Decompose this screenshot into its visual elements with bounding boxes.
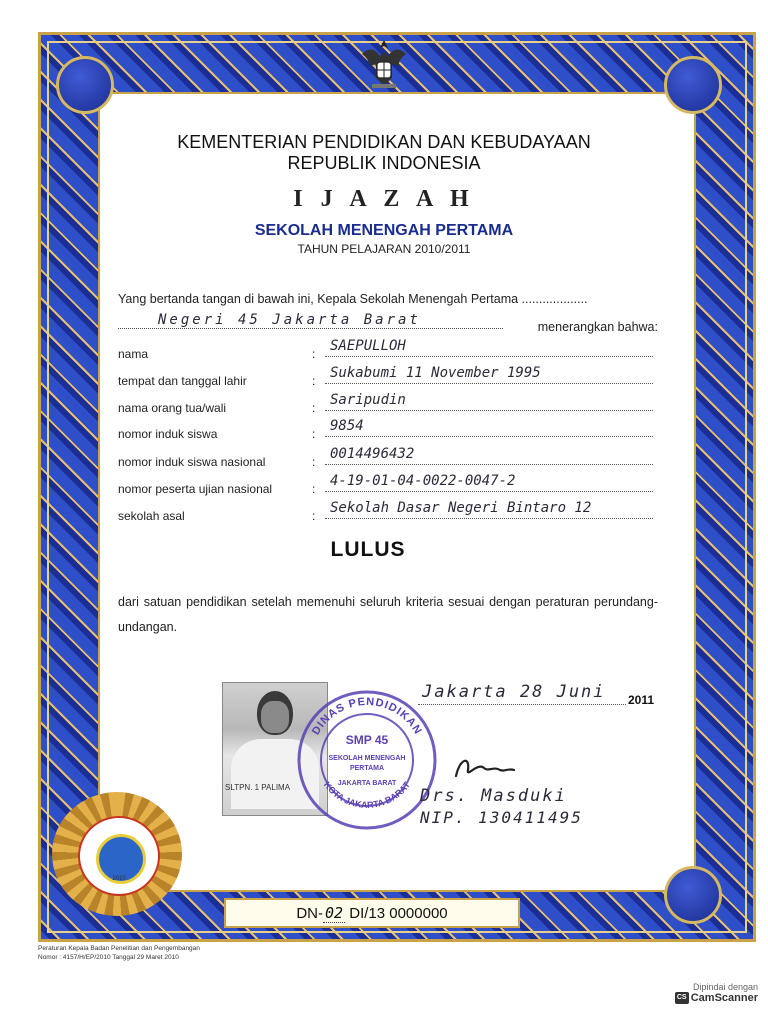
photo-stamp-text: SLTPN. 1 PALIMA <box>225 783 291 792</box>
corner-ornament-top-left <box>56 56 114 114</box>
dotted-line <box>325 436 653 437</box>
headmaster-signature <box>448 748 528 788</box>
field-label: nomor induk siswa nasional <box>118 455 266 469</box>
field-value: Sukabumi 11 November 1995 <box>330 365 541 381</box>
dotted-line <box>325 356 653 357</box>
stamp-outer-top: DINAS PENDIDIKAN <box>309 695 425 738</box>
serial-suffix: DI/13 0000000 <box>345 905 448 922</box>
field-value: Saripudin <box>330 392 406 408</box>
dotted-line <box>325 383 653 384</box>
dotted-line <box>325 518 653 519</box>
dotted-line <box>118 328 503 329</box>
dotted-line <box>325 464 653 465</box>
field-value: SAEPULLOH <box>330 338 406 354</box>
camscanner-logo-icon: CS <box>675 992 689 1004</box>
field-label: nomor induk siswa <box>118 427 218 441</box>
dotted-line <box>325 410 653 411</box>
seal-inner <box>78 816 160 896</box>
dotted-line <box>325 491 653 492</box>
signing-place-date: Jakarta 28 Juni <box>422 682 606 702</box>
field-value: Sekolah Dasar Negeri Bintaro 12 <box>330 500 592 516</box>
scanner-line-2 <box>668 992 758 1004</box>
regulation-footnote <box>38 944 200 962</box>
intro-school-line <box>118 312 658 334</box>
stamp-line-2: PERTAMA <box>349 765 385 772</box>
field-value: 0014496432 <box>330 446 415 462</box>
field-colon: : <box>312 401 316 415</box>
school-level-heading: SEKOLAH MENENGAH PERTAMA <box>254 222 514 239</box>
field-colon: : <box>312 455 316 469</box>
footnote-line-2: Nomor : 4157/H/EP/2010 Tanggal 29 Maret 2010 <box>38 954 179 961</box>
scanner-brand: CamScanner <box>690 992 758 1004</box>
body-statement: dari satuan pendidikan setelah memenuhi seluruh kriteria sesuai dengan peraturan perundang-undangan. <box>118 595 658 634</box>
handwritten-school-name: Negeri 45 Jakarta Barat <box>158 312 421 328</box>
headmaster-name: Drs. Masduki <box>420 786 567 806</box>
document-title: I J A Z A H <box>293 186 475 212</box>
signing-year: 2011 <box>628 693 655 707</box>
field-colon: : <box>312 509 316 523</box>
field-value: 9854 <box>330 418 364 434</box>
field-label: nomor peserta ujian nasional <box>118 482 273 496</box>
field-colon: : <box>312 482 316 496</box>
field-label: nama <box>118 347 149 361</box>
field-label: nama orang tua/wali <box>118 401 227 415</box>
intro-trailing-text: menerangkan bahwa: <box>537 320 658 334</box>
education-seal-icon <box>52 792 182 916</box>
stamp-school: SMP 45 <box>345 733 389 747</box>
svg-text:DINAS PENDIDIKAN <box>310 696 424 737</box>
dotted-line <box>418 704 626 705</box>
field-label: tempat dan tanggal lahir <box>118 374 247 388</box>
field-colon: : <box>312 374 316 388</box>
ministry-line-1: KEMENTERIAN PENDIDIKAN DAN KEBUDAYAAN <box>177 132 591 152</box>
field-colon: : <box>312 347 316 361</box>
stamp-outer-bottom: KOTA JAKARTA BARAT <box>321 779 413 810</box>
camscanner-watermark <box>668 982 758 1004</box>
seal-year: 2010 <box>112 876 126 882</box>
scanner-line-1: Dipindai dengan <box>692 982 758 992</box>
field-label: sekolah asal <box>118 509 185 523</box>
garuda-emblem-icon <box>358 36 410 92</box>
intro-statement: Yang bertanda tangan di bawah ini, Kepala Sekolah Menengah Pertama ................... <box>118 292 588 306</box>
field-value: 4-19-01-04-0022-0047-2 <box>330 473 516 489</box>
stamp-line-1: SEKOLAH MENENGAH <box>328 755 406 762</box>
serial-number <box>224 898 520 928</box>
serial-number-handwritten: 02 <box>325 904 344 922</box>
ministry-line-2: REPUBLIK INDONESIA <box>287 153 481 173</box>
corner-ornament-top-right <box>664 56 722 114</box>
ministry-heading <box>0 132 768 174</box>
footnote-line-1: Peraturan Kepala Badan Penelitian dan Pengembangan <box>38 945 200 952</box>
field-colon: : <box>312 427 316 441</box>
serial-prefix: DN- <box>296 905 323 922</box>
stamp-line-3: JAKARTA BARAT <box>337 780 397 787</box>
photo-figure <box>261 701 289 733</box>
headmaster-nip: NIP. 130411495 <box>420 808 583 827</box>
result-status: LULUS <box>330 538 406 561</box>
corner-ornament-bottom-right <box>664 866 722 924</box>
academic-year: TAHUN PELAJARAN 2010/2011 <box>297 242 471 256</box>
